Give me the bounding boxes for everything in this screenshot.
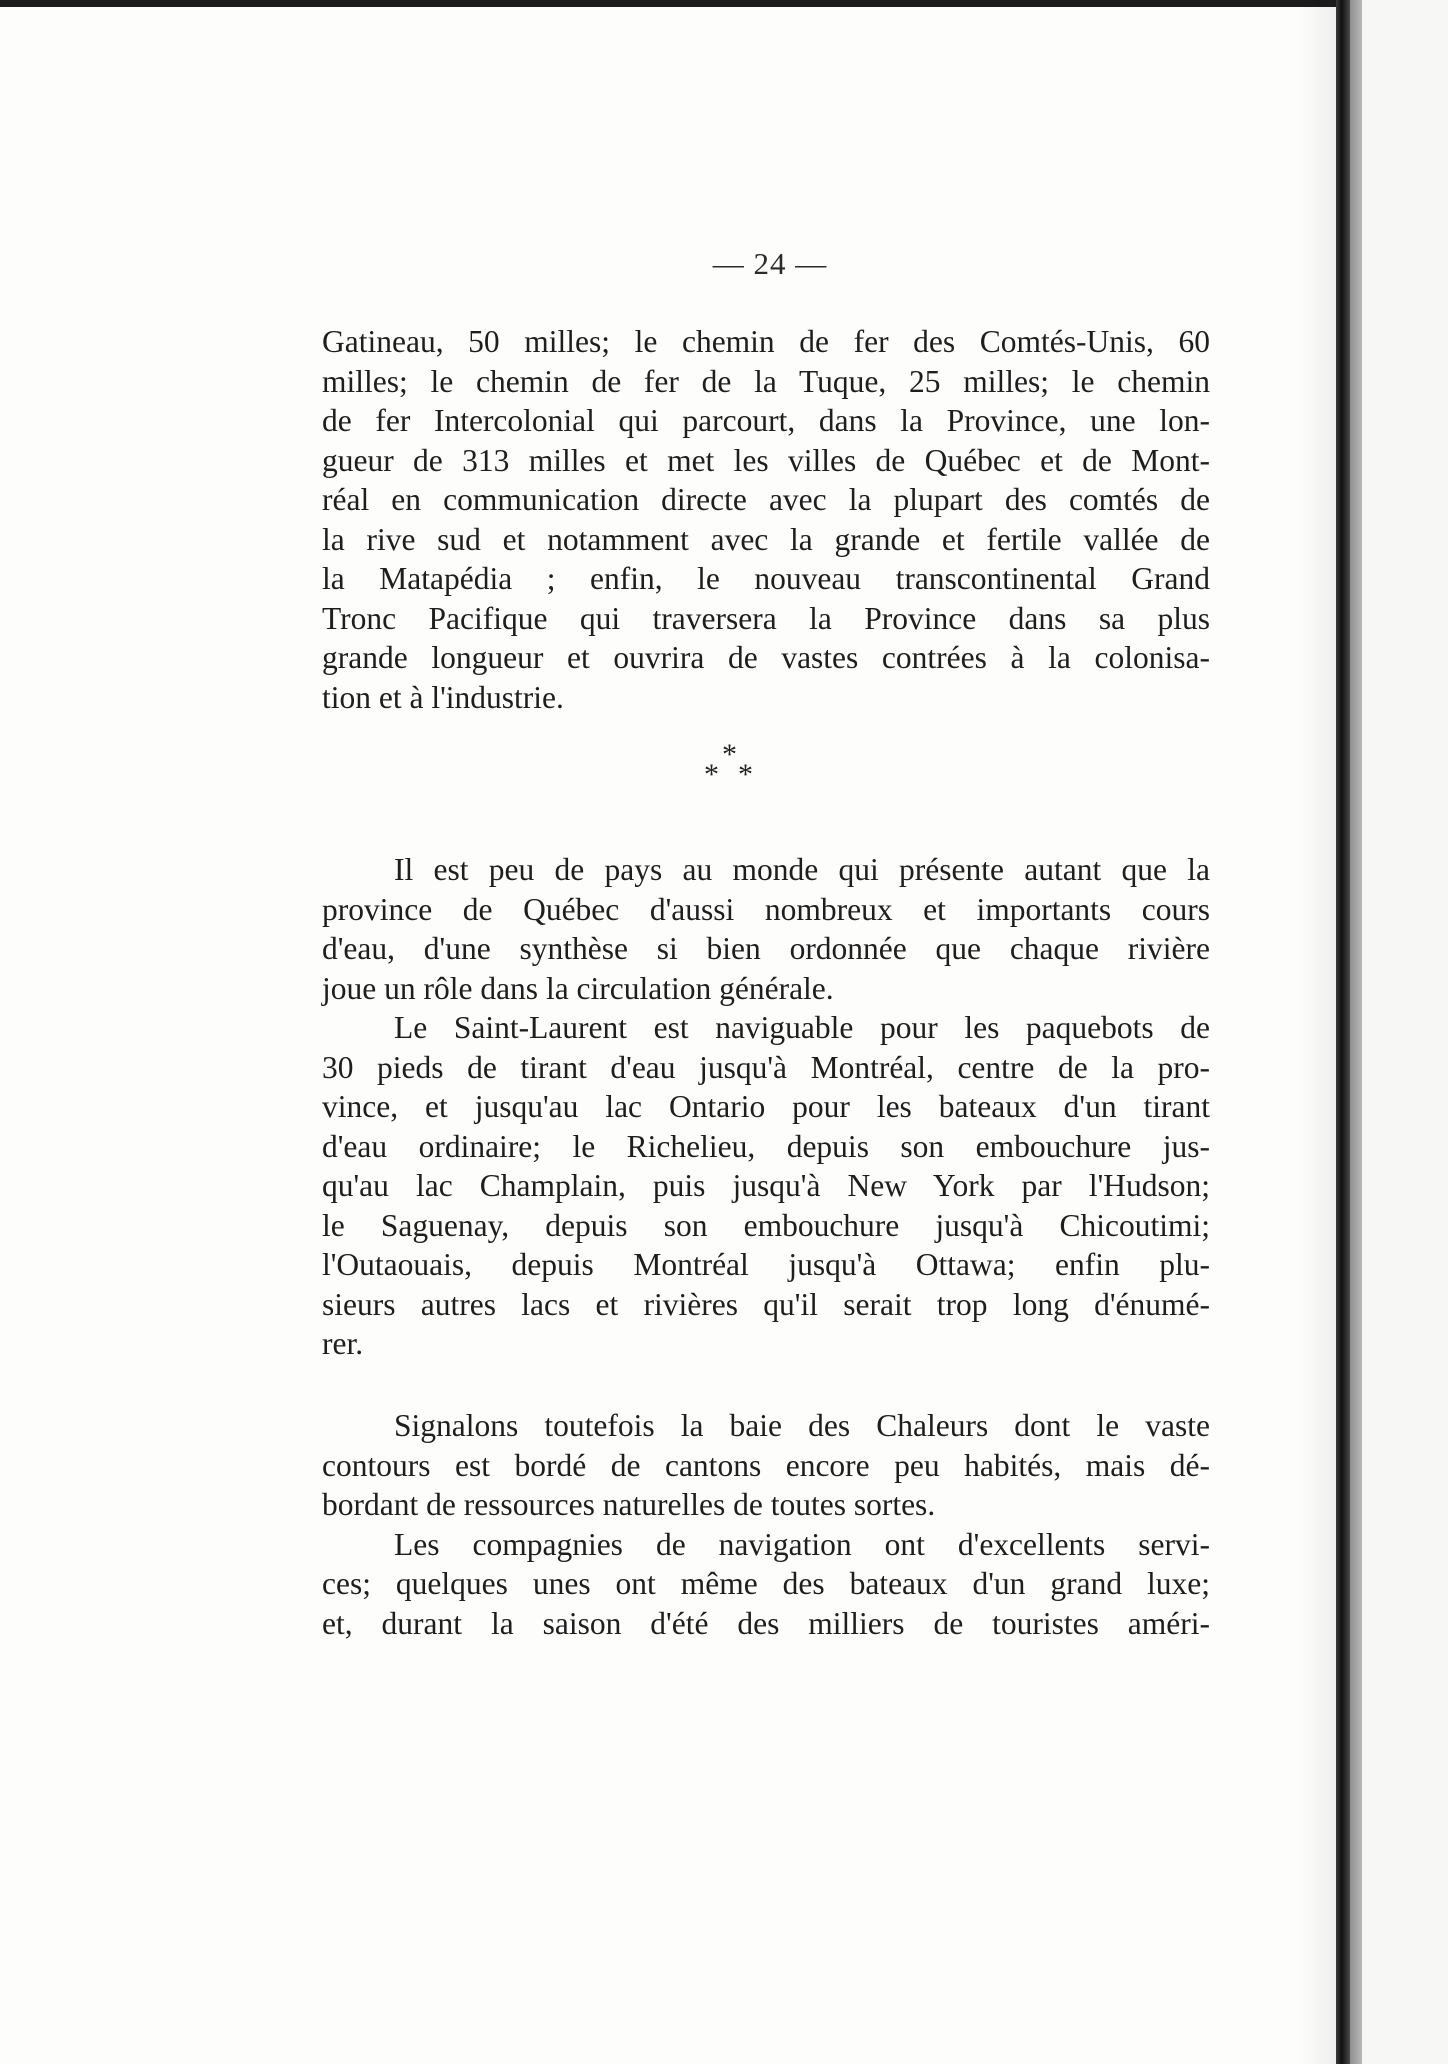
text-line: Le Saint-Laurent est naviguable pour les paquebots de xyxy=(394,1010,1210,1045)
paragraph-waterways xyxy=(322,850,1210,1364)
text-line: ces; quelques unes ont même des bateaux d'un grand luxe; xyxy=(322,1566,1210,1601)
text-line: d'eau ordinaire; le Richelieu, depuis son embouchure jus- xyxy=(322,1128,1210,1164)
asterism-star: * xyxy=(738,758,753,791)
text-line: tion et à l'industrie. xyxy=(322,679,564,715)
paragraph-navigation xyxy=(322,1406,1210,1643)
text-line: d'eau, d'une synthèse si bien ordonnée que chaque rivière xyxy=(322,931,1210,966)
text-line: milles; le chemin de fer de la Tuque, 25 milles; le chemin xyxy=(322,363,1210,399)
text-line: gueur de 313 milles et met les villes de Québec et de Mont- xyxy=(322,442,1210,478)
scan-top-border xyxy=(0,0,1340,7)
asterism-star: * xyxy=(704,758,719,791)
text-line: contours est bordé de cantons encore peu habités, mais dé- xyxy=(322,1447,1210,1483)
text-line: de fer Intercolonial qui parcourt, dans la Province, une lon- xyxy=(322,403,1210,438)
asterism-separator xyxy=(700,738,760,798)
text-line: le Saguenay, depuis son embouchure jusqu'à Chicoutimi; xyxy=(322,1207,1210,1243)
text-line: la Matapédia ; enfin, le nouveau transcontinental Grand xyxy=(322,561,1210,596)
text-line: grande longueur et ouvrira de vastes contrées à la colonisa- xyxy=(322,640,1210,675)
text-line: la rive sud et notamment avec la grande et fertile vallée de xyxy=(322,521,1210,557)
text-line: 30 pieds de tirant d'eau jusqu'à Montréal, centre de la pro- xyxy=(322,1049,1210,1085)
text-line: réal en communication directe avec la plupart des comtés de xyxy=(322,482,1210,517)
text-line: qu'au lac Champlain, puis jusqu'à New York par l'Hudson; xyxy=(322,1168,1210,1203)
text-line: l'Outaouais, depuis Montréal jusqu'à Ottawa; enfin plu- xyxy=(322,1247,1210,1282)
page-number: — 24 — xyxy=(712,246,828,281)
text-line: et, durant la saison d'été des milliers de touristes améri- xyxy=(322,1605,1210,1641)
text-line: province de Québec d'aussi nombreux et importants cours xyxy=(322,891,1210,927)
page-edge-light xyxy=(1362,0,1448,2064)
text-line: rer. xyxy=(322,1326,364,1361)
page-edge-grey xyxy=(1350,0,1362,2064)
text-line: Gatineau, 50 milles; le chemin de fer des Comtés-Unis, 60 xyxy=(322,324,1210,359)
text-line: Les compagnies de navigation ont d'excellents servi- xyxy=(394,1526,1210,1562)
page-edge-dark xyxy=(1336,0,1350,2064)
text-line: Il est peu de pays au monde qui présente autant que la xyxy=(394,852,1210,887)
asterism-star: * xyxy=(722,738,737,771)
text-line: bordant de ressources naturelles de toutes sortes. xyxy=(322,1487,936,1522)
text-line: sieurs autres lacs et rivières qu'il serait trop long d'énumé- xyxy=(322,1286,1210,1322)
text-line: Tronc Pacifique qui traversera la Province dans sa plus xyxy=(322,600,1210,636)
paragraph-railways xyxy=(322,322,1210,717)
text-line: Signalons toutefois la baie des Chaleurs dont le vaste xyxy=(394,1408,1210,1443)
text-line: joue un rôle dans la circulation générale. xyxy=(322,970,834,1006)
text-line: vince, et jusqu'au lac Ontario pour les bateaux d'un tirant xyxy=(322,1089,1210,1124)
binding-shadow xyxy=(1300,0,1336,2064)
